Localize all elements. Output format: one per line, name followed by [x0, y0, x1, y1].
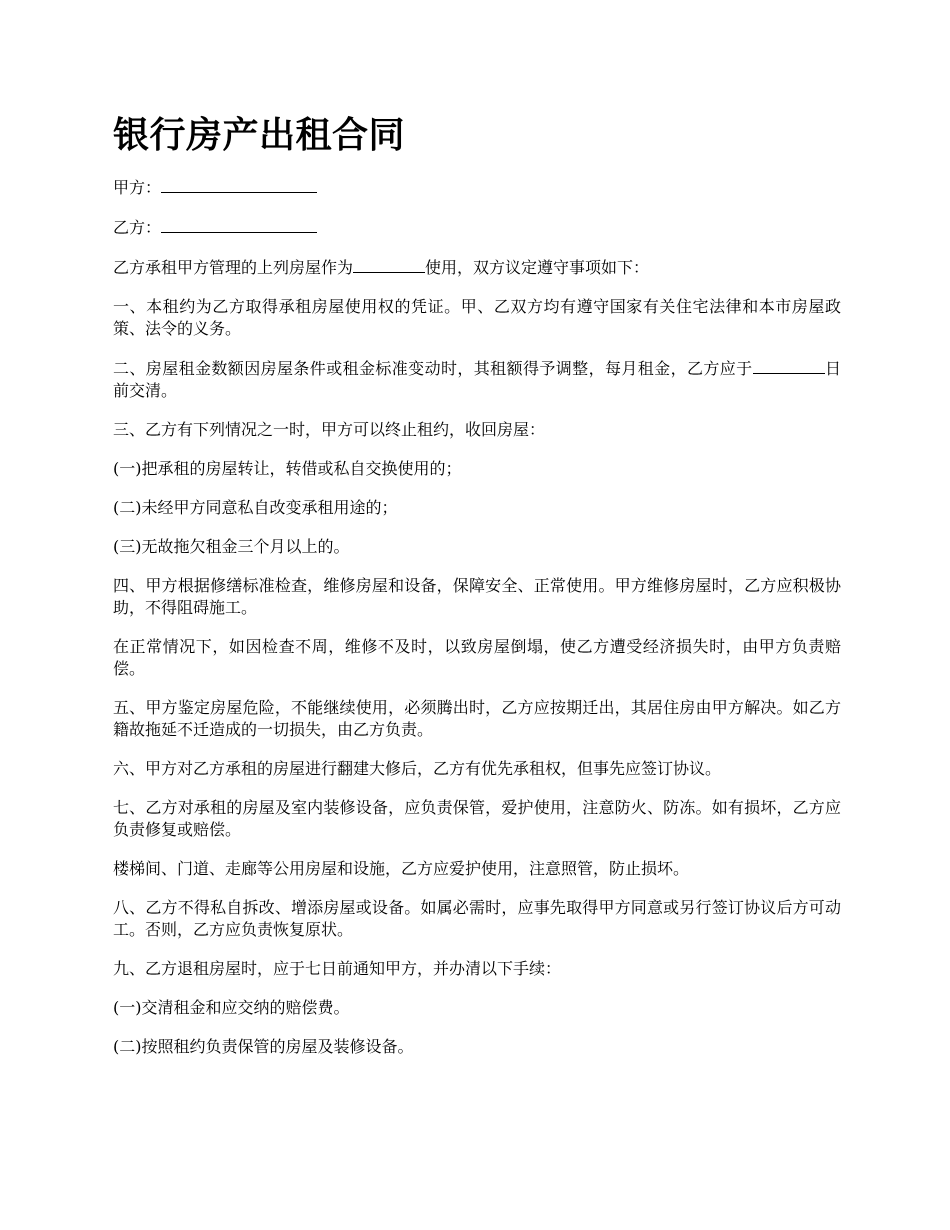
- intro-text-after: 使用，双方议定遵守事项如下：: [425, 258, 650, 277]
- party-b-label: 乙方：: [113, 218, 162, 237]
- clause-9-item-1: (一)交清租金和应交纳的赔偿费。: [113, 998, 350, 1017]
- intro-text-before: 乙方承租甲方管理的上列房屋作为: [113, 258, 354, 277]
- party-b-blank: [161, 216, 317, 233]
- clause-2: [113, 357, 841, 402]
- party-a-line: [113, 176, 841, 199]
- party-b-line: [113, 216, 841, 239]
- clause-7-note: 楼梯间、门道、走廊等公用房屋和设施，乙方应爱护使用，注意照管，防止损坏。: [113, 859, 690, 878]
- clause-7: 七、乙方对承租的房屋及室内装修设备，应负责保管，爱护使用，注意防火、防冻。如有损坏，乙方应负责修复或赔偿。: [113, 798, 841, 839]
- usage-blank: [353, 256, 425, 273]
- clause-4: 四、甲方根据修缮标准检查，维修房屋和设备，保障安全、正常使用。甲方维修房屋时，乙方应积极协助，不得阻碍施工。: [113, 576, 841, 617]
- clause-4-note: 在正常情况下，如因检查不周，维修不及时，以致房屋倒塌，使乙方遭受经济损失时，由甲方负责赔偿。: [113, 637, 841, 678]
- party-a-label: 甲方：: [113, 178, 162, 197]
- clause-3: 三、乙方有下列情况之一时，甲方可以终止租约，收回房屋：: [113, 420, 546, 439]
- intro-paragraph: [113, 256, 841, 279]
- clause-5: 五、甲方鉴定房屋危险，不能继续使用，必须腾出时，乙方应按期迁出，其居住房由甲方解决。如乙方籍故拖延不迁造成的一切损失，由乙方负责。: [113, 698, 841, 739]
- clause-3-item-2: (二)未经甲方同意私自改变承租用途的；: [113, 498, 398, 517]
- party-a-blank: [161, 176, 317, 193]
- clause-9-item-2: (二)按照租约负责保管的房屋及装修设备。: [113, 1037, 414, 1056]
- document-body: [113, 176, 841, 1075]
- clause-2-text-before: 二、房屋租金数额因房屋条件或租金标准变动时，其租额得予调整，每月租金，乙方应于: [113, 359, 753, 378]
- clause-9: 九、乙方退租房屋时，应于七日前通知甲方，并办清以下手续：: [113, 959, 562, 978]
- payment-day-blank: [753, 357, 825, 374]
- clause-8: 八、乙方不得私自拆改、增添房屋或设备。如属必需时，应事先取得甲方同意或另行签订协议后方可动工。否则，乙方应负责恢复原状。: [113, 898, 841, 939]
- clause-1: 一、本租约为乙方取得承租房屋使用权的凭证。甲、乙双方均有遵守国家有关住宅法律和本市房屋政策、法令的义务。: [113, 297, 841, 338]
- clause-2-text-after: 日前交清。: [113, 359, 841, 400]
- clause-3-item-3: (三)无故拖欠租金三个月以上的。: [113, 537, 350, 556]
- clause-6: 六、甲方对乙方承租的房屋进行翻建大修后，乙方有优先承租权，但事先应签订协议。: [113, 759, 722, 778]
- clause-3-item-1: (一)把承租的房屋转让，转借或私自交换使用的；: [113, 459, 462, 478]
- document-title: 银行房产出租合同: [113, 115, 406, 156]
